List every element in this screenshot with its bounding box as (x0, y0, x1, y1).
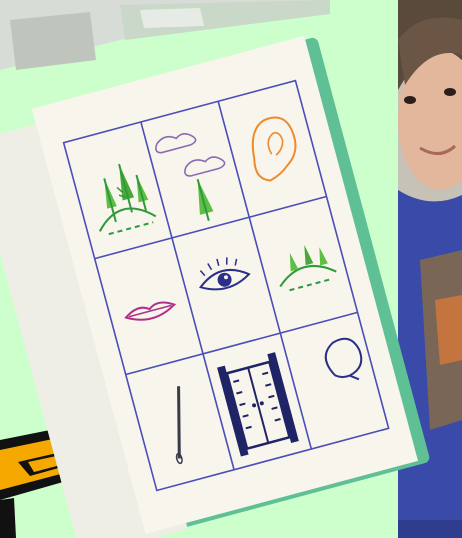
notebook (0, 33, 431, 538)
